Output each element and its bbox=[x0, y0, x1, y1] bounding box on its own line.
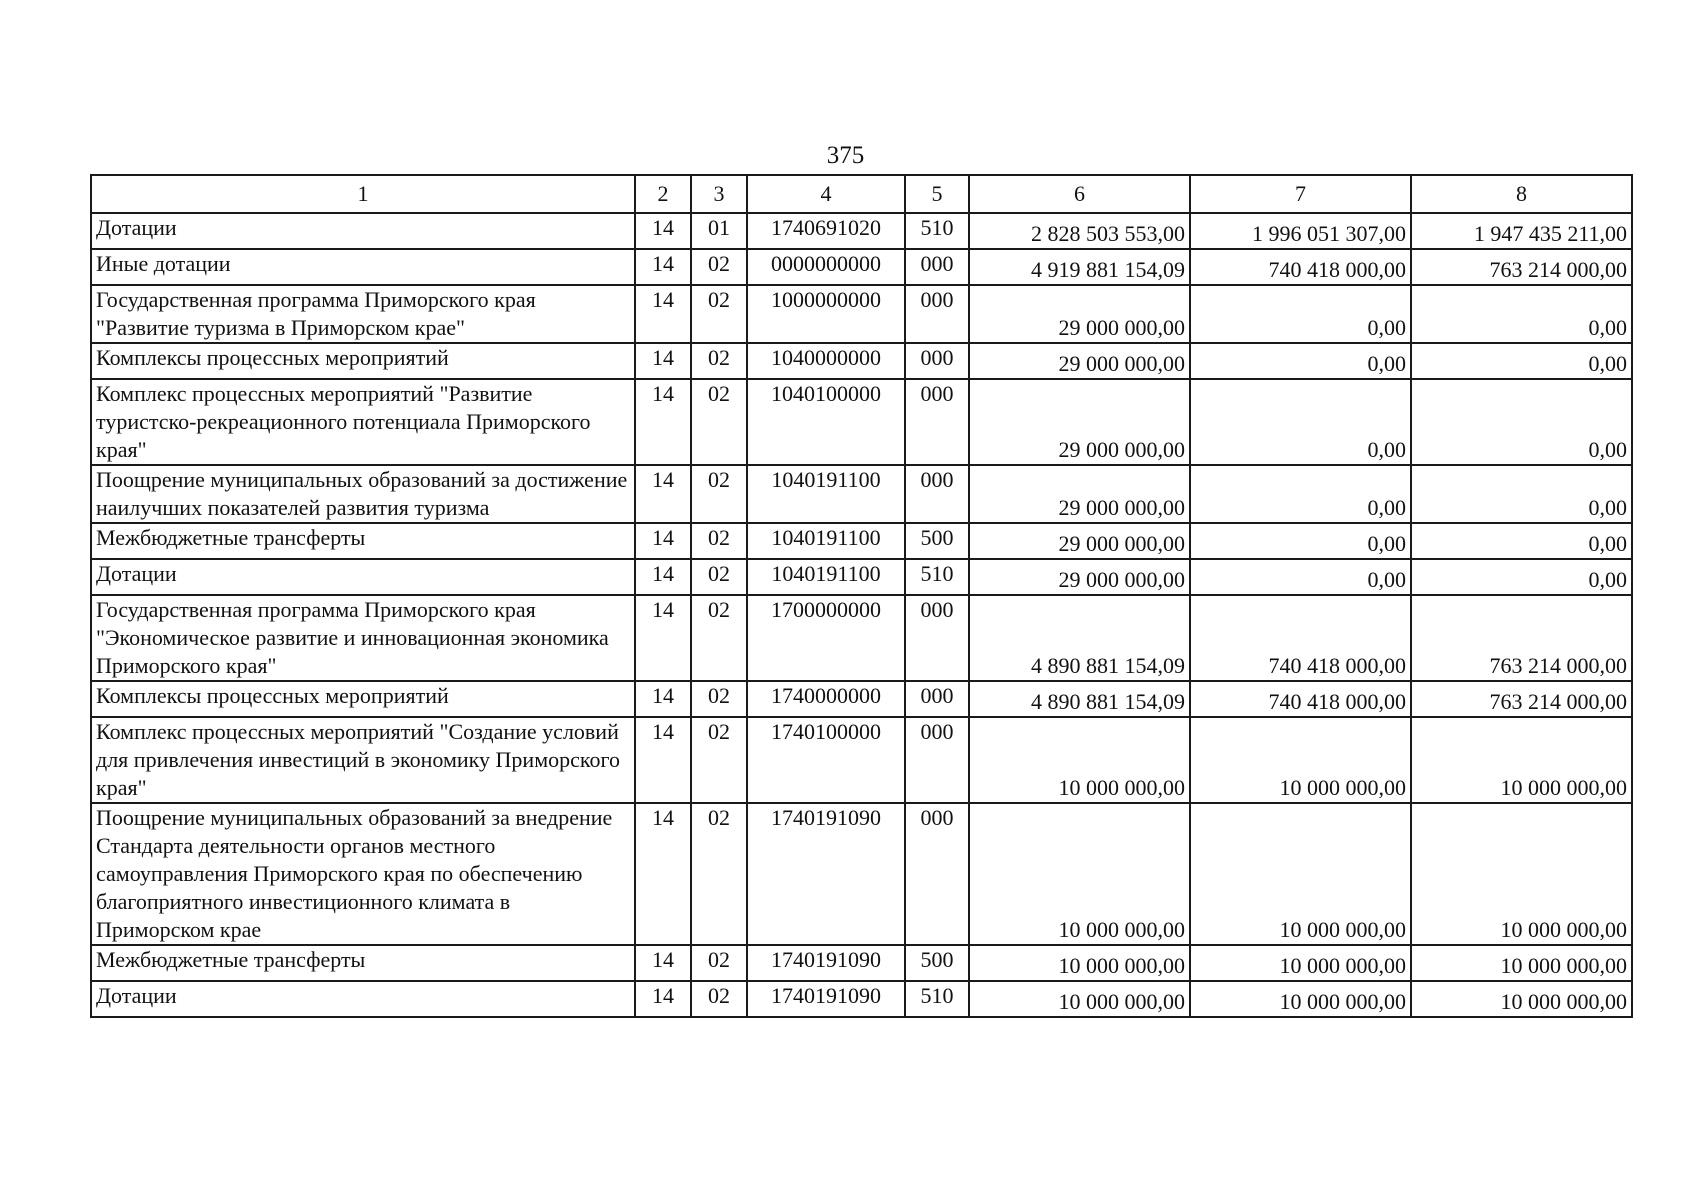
expense-type-code: 000 bbox=[905, 681, 969, 717]
amount-col6: 10 000 000,00 bbox=[969, 717, 1190, 803]
item-name: Межбюджетные трансферты bbox=[91, 945, 635, 981]
amount-col6: 29 000 000,00 bbox=[969, 343, 1190, 379]
target-article-code: 1740191090 bbox=[747, 945, 905, 981]
expense-type-code: 000 bbox=[905, 285, 969, 343]
target-article-code: 1740191090 bbox=[747, 981, 905, 1017]
expense-type-code: 510 bbox=[905, 981, 969, 1017]
amount-col7: 10 000 000,00 bbox=[1190, 945, 1411, 981]
amount-col7: 10 000 000,00 bbox=[1190, 803, 1411, 945]
item-name: Комплекс процессных мероприятий "Развитие туристско-рекреационного потенциала Приморского края" bbox=[91, 379, 635, 465]
amount-col6: 4 890 881 154,09 bbox=[969, 681, 1190, 717]
amount-col8: 763 214 000,00 bbox=[1411, 249, 1632, 285]
subsection-code: 02 bbox=[691, 249, 747, 285]
amount-col8: 0,00 bbox=[1411, 559, 1632, 595]
amount-col6: 4 890 881 154,09 bbox=[969, 595, 1190, 681]
table-row bbox=[91, 343, 1632, 379]
column-header: 5 bbox=[905, 175, 969, 213]
expense-type-code: 000 bbox=[905, 379, 969, 465]
target-article-code: 1040100000 bbox=[747, 379, 905, 465]
target-article-code: 1040000000 bbox=[747, 343, 905, 379]
amount-col6: 29 000 000,00 bbox=[969, 523, 1190, 559]
amount-col6: 2 828 503 553,00 bbox=[969, 213, 1190, 249]
amount-col8: 0,00 bbox=[1411, 379, 1632, 465]
target-article-code: 1700000000 bbox=[747, 595, 905, 681]
table-row bbox=[91, 523, 1632, 559]
target-article-code: 1740191090 bbox=[747, 803, 905, 945]
target-article-code: 1000000000 bbox=[747, 285, 905, 343]
amount-col6: 29 000 000,00 bbox=[969, 559, 1190, 595]
subsection-code: 02 bbox=[691, 981, 747, 1017]
column-header: 2 bbox=[635, 175, 691, 213]
amount-col7: 1 996 051 307,00 bbox=[1190, 213, 1411, 249]
amount-col8: 0,00 bbox=[1411, 523, 1632, 559]
amount-col8: 0,00 bbox=[1411, 285, 1632, 343]
item-name: Комплексы процессных мероприятий bbox=[91, 681, 635, 717]
amount-col8: 0,00 bbox=[1411, 465, 1632, 523]
expense-type-code: 510 bbox=[905, 213, 969, 249]
subsection-code: 02 bbox=[691, 343, 747, 379]
expense-type-code: 000 bbox=[905, 595, 969, 681]
table-row bbox=[91, 379, 1632, 465]
target-article-code: 1740100000 bbox=[747, 717, 905, 803]
expense-type-code: 000 bbox=[905, 343, 969, 379]
item-name: Дотации bbox=[91, 981, 635, 1017]
subsection-code: 02 bbox=[691, 803, 747, 945]
amount-col6: 4 919 881 154,09 bbox=[969, 249, 1190, 285]
section-code: 14 bbox=[635, 803, 691, 945]
table-row bbox=[91, 559, 1632, 595]
amount-col6: 29 000 000,00 bbox=[969, 379, 1190, 465]
target-article-code: 1740691020 bbox=[747, 213, 905, 249]
amount-col8: 10 000 000,00 bbox=[1411, 803, 1632, 945]
amount-col7: 0,00 bbox=[1190, 379, 1411, 465]
column-header: 3 bbox=[691, 175, 747, 213]
page-number: 375 bbox=[826, 142, 865, 169]
table-row bbox=[91, 285, 1632, 343]
amount-col7: 0,00 bbox=[1190, 523, 1411, 559]
item-name: Комплекс процессных мероприятий "Создание условий для привлечения инвестиций в экономику Приморского края" bbox=[91, 717, 635, 803]
subsection-code: 02 bbox=[691, 559, 747, 595]
table-row bbox=[91, 249, 1632, 285]
section-code: 14 bbox=[635, 523, 691, 559]
amount-col7: 0,00 bbox=[1190, 285, 1411, 343]
amount-col8: 763 214 000,00 bbox=[1411, 681, 1632, 717]
section-code: 14 bbox=[635, 465, 691, 523]
section-code: 14 bbox=[635, 285, 691, 343]
column-header: 6 bbox=[969, 175, 1190, 213]
amount-col6: 10 000 000,00 bbox=[969, 945, 1190, 981]
amount-col7: 0,00 bbox=[1190, 343, 1411, 379]
section-code: 14 bbox=[635, 595, 691, 681]
target-article-code: 1040191100 bbox=[747, 523, 905, 559]
amount-col6: 29 000 000,00 bbox=[969, 465, 1190, 523]
section-code: 14 bbox=[635, 681, 691, 717]
amount-col7: 740 418 000,00 bbox=[1190, 595, 1411, 681]
subsection-code: 02 bbox=[691, 717, 747, 803]
table-row bbox=[91, 717, 1632, 803]
section-code: 14 bbox=[635, 213, 691, 249]
budget-table bbox=[90, 174, 1633, 1018]
table-row bbox=[91, 803, 1632, 945]
amount-col8: 10 000 000,00 bbox=[1411, 717, 1632, 803]
item-name: Государственная программа Приморского края "Экономическое развитие и инновационная экономика Приморского края" bbox=[91, 595, 635, 681]
section-code: 14 bbox=[635, 379, 691, 465]
table-row bbox=[91, 945, 1632, 981]
section-code: 14 bbox=[635, 559, 691, 595]
subsection-code: 02 bbox=[691, 595, 747, 681]
item-name: Поощрение муниципальных образований за достижение наилучших показателей развития туризма bbox=[91, 465, 635, 523]
item-name: Иные дотации bbox=[91, 249, 635, 285]
amount-col7: 0,00 bbox=[1190, 559, 1411, 595]
table-row bbox=[91, 213, 1632, 249]
amount-col8: 10 000 000,00 bbox=[1411, 945, 1632, 981]
header-row bbox=[91, 175, 1632, 213]
section-code: 14 bbox=[635, 249, 691, 285]
amount-col7: 0,00 bbox=[1190, 465, 1411, 523]
target-article-code: 0000000000 bbox=[747, 249, 905, 285]
amount-col6: 29 000 000,00 bbox=[969, 285, 1190, 343]
amount-col7: 740 418 000,00 bbox=[1190, 681, 1411, 717]
amount-col8: 1 947 435 211,00 bbox=[1411, 213, 1632, 249]
item-name: Комплексы процессных мероприятий bbox=[91, 343, 635, 379]
section-code: 14 bbox=[635, 343, 691, 379]
expense-type-code: 000 bbox=[905, 803, 969, 945]
section-code: 14 bbox=[635, 717, 691, 803]
target-article-code: 1740000000 bbox=[747, 681, 905, 717]
section-code: 14 bbox=[635, 981, 691, 1017]
amount-col8: 763 214 000,00 bbox=[1411, 595, 1632, 681]
table-row bbox=[91, 465, 1632, 523]
amount-col8: 10 000 000,00 bbox=[1411, 981, 1632, 1017]
subsection-code: 02 bbox=[691, 379, 747, 465]
target-article-code: 1040191100 bbox=[747, 559, 905, 595]
subsection-code: 01 bbox=[691, 213, 747, 249]
amount-col7: 740 418 000,00 bbox=[1190, 249, 1411, 285]
column-header: 8 bbox=[1411, 175, 1632, 213]
item-name: Поощрение муниципальных образований за внедрение Стандарта деятельности органов местного самоуправления Приморского края по обеспечению благоприятного инвестиционного климата в Приморском крае bbox=[91, 803, 635, 945]
amount-col7: 10 000 000,00 bbox=[1190, 981, 1411, 1017]
expense-type-code: 000 bbox=[905, 465, 969, 523]
item-name: Межбюджетные трансферты bbox=[91, 523, 635, 559]
amount-col7: 10 000 000,00 bbox=[1190, 717, 1411, 803]
amount-col8: 0,00 bbox=[1411, 343, 1632, 379]
subsection-code: 02 bbox=[691, 523, 747, 559]
amount-col6: 10 000 000,00 bbox=[969, 803, 1190, 945]
expense-type-code: 510 bbox=[905, 559, 969, 595]
subsection-code: 02 bbox=[691, 681, 747, 717]
section-code: 14 bbox=[635, 945, 691, 981]
column-header: 4 bbox=[747, 175, 905, 213]
expense-type-code: 500 bbox=[905, 523, 969, 559]
subsection-code: 02 bbox=[691, 945, 747, 981]
table-row bbox=[91, 595, 1632, 681]
expense-type-code: 500 bbox=[905, 945, 969, 981]
expense-type-code: 000 bbox=[905, 249, 969, 285]
expense-type-code: 000 bbox=[905, 717, 969, 803]
item-name: Дотации bbox=[91, 559, 635, 595]
item-name: Дотации bbox=[91, 213, 635, 249]
subsection-code: 02 bbox=[691, 465, 747, 523]
subsection-code: 02 bbox=[691, 285, 747, 343]
amount-col6: 10 000 000,00 bbox=[969, 981, 1190, 1017]
table-row bbox=[91, 981, 1632, 1017]
column-header: 7 bbox=[1190, 175, 1411, 213]
column-header: 1 bbox=[91, 175, 635, 213]
table-row bbox=[91, 681, 1632, 717]
item-name: Государственная программа Приморского края "Развитие туризма в Приморском крае" bbox=[91, 285, 635, 343]
target-article-code: 1040191100 bbox=[747, 465, 905, 523]
